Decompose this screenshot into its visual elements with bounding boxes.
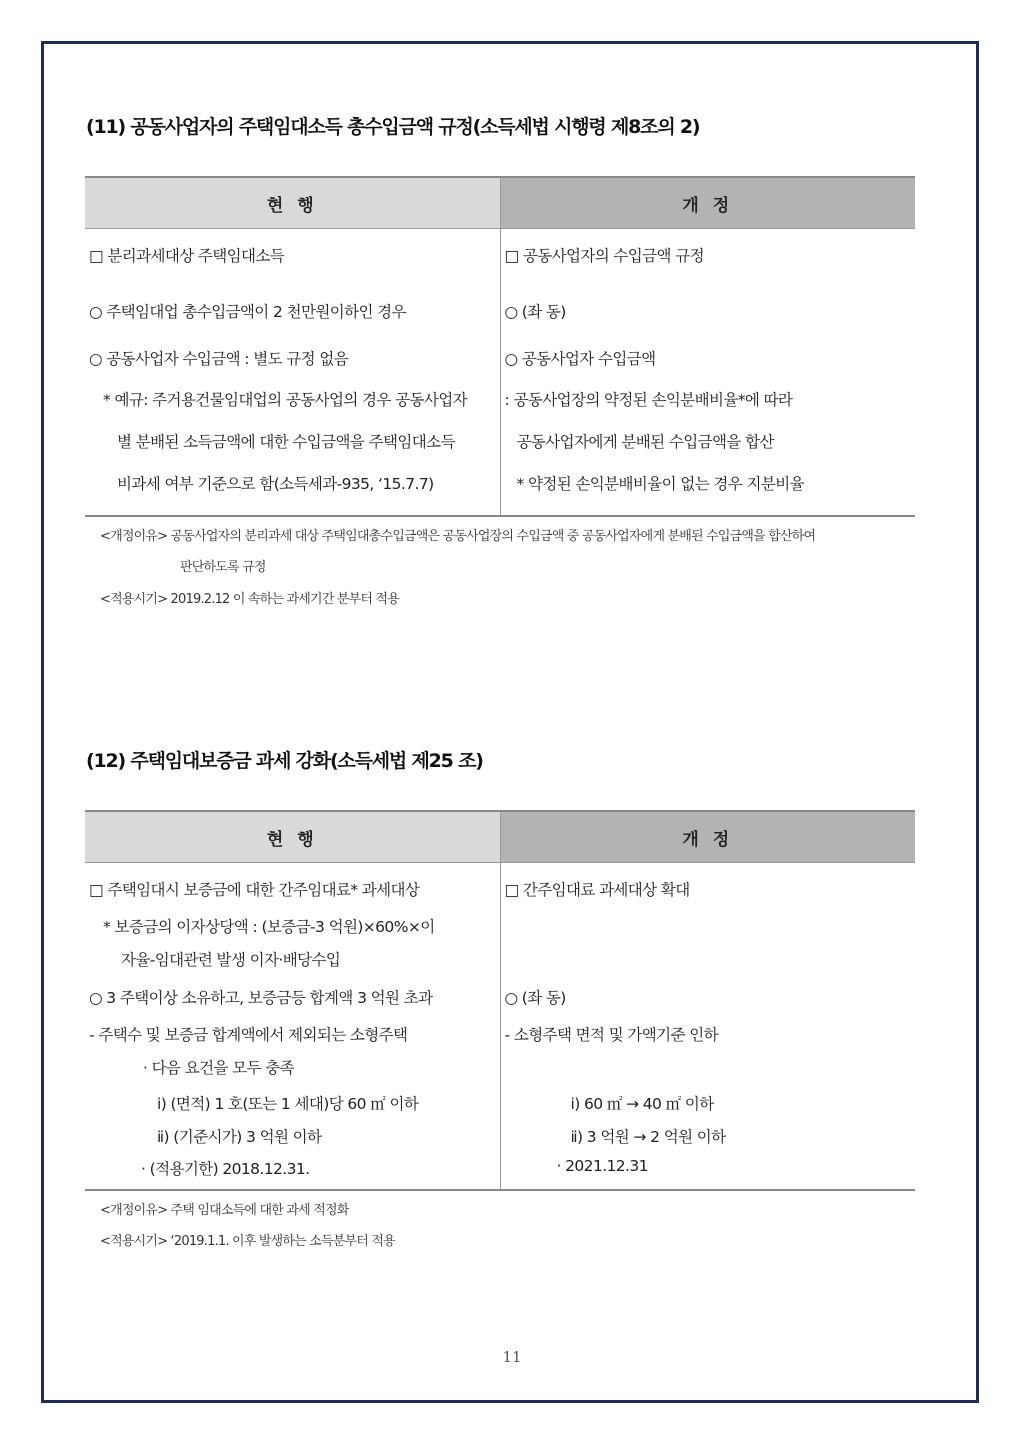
revision-reason: <개정이유> 공동사업자의 분리과세 대상 주택임대총수입금액은 공동사업장의 수입금액 중 공동사업자에게 분배된 수입금액을 합산하여 xyxy=(100,529,816,544)
section-12-title: (12) 주택임대보증금 과세 강화(소득세법 제25 조) xyxy=(86,750,483,772)
current-line: □ 분리과세대상 주택임대소득 xyxy=(89,247,285,265)
current-line: ○ 3 주택이상 소유하고, 보증금등 합계액 3 억원 초과 xyxy=(89,989,433,1007)
new-line: 공동사업자에게 분배된 수입금액을 합산 xyxy=(516,433,774,451)
new-line: ○ 공동사업자 수입금액 xyxy=(504,350,656,368)
current-line: · (적용기한) 2018.12.31. xyxy=(141,1160,310,1178)
new-line: · 2021.12.31 xyxy=(556,1157,648,1175)
header-new: 개 정 xyxy=(500,811,915,863)
section-12-comparison-table xyxy=(85,810,915,1191)
current-line: ○ 주택임대업 총수입금액이 2 천만원이하인 경우 xyxy=(89,303,406,321)
current-cell xyxy=(85,229,500,517)
current-cell xyxy=(85,863,500,1191)
current-line: 자율-임대관련 발생 이자·배당수입 xyxy=(121,951,341,969)
new-line: □ 간주임대료 과세대상 확대 xyxy=(504,881,690,899)
new-line: ⅰ) 60 ㎡ → 40 ㎡ 이하 xyxy=(570,1095,714,1113)
current-line: □ 주택임대시 보증금에 대한 간주임대료* 과세대상 xyxy=(89,881,420,899)
new-line: * 약정된 손익분배비율이 없는 경우 지분비율 xyxy=(516,475,805,493)
new-cell xyxy=(500,863,915,1191)
new-line: ○ (좌 동) xyxy=(504,303,566,321)
current-line: ⅰ) (면적) 1 호(또는 1 세대)당 60 ㎡ 이하 xyxy=(157,1095,419,1113)
effective-date: <적용시기> 2019.2.12 이 속하는 과세기간 분부터 적용 xyxy=(100,592,400,607)
section-11-comparison-table xyxy=(85,176,915,517)
new-line: ⅱ) 3 억원 → 2 억원 이하 xyxy=(570,1128,726,1146)
current-line: ⅱ) (기준시가) 3 억원 이하 xyxy=(157,1128,322,1146)
current-line: ○ 공동사업자 수입금액 : 별도 규정 없음 xyxy=(89,350,349,368)
new-line: ○ (좌 동) xyxy=(504,989,566,1007)
current-line: 별 분배된 소득금액에 대한 수입금액을 주택임대소득 xyxy=(117,433,455,451)
current-line: - 주택수 및 보증금 합계액에서 제외되는 소형주택 xyxy=(89,1026,408,1044)
section-11-title: (11) 공동사업자의 주택임대소득 총수입금액 규정(소득세법 시행령 제8조의 2) xyxy=(86,116,700,138)
new-cell xyxy=(500,229,915,517)
current-line: 비과세 여부 기준으로 함(소득세과-935, ‘15.7.7) xyxy=(117,475,434,493)
header-current: 현 행 xyxy=(85,811,500,863)
revision-reason-cont: 판단하도록 규정 xyxy=(180,560,266,575)
new-line: - 소형주택 면적 및 가액기준 인하 xyxy=(504,1026,718,1044)
header-new: 개 정 xyxy=(500,177,915,229)
current-line: * 예규: 주거용건물임대업의 공동사업의 경우 공동사업자 xyxy=(103,391,467,409)
current-line: * 보증금의 이자상당액 : (보증금-3 억원)×60%×이 xyxy=(103,918,435,936)
header-current: 현 행 xyxy=(85,177,500,229)
revision-reason: <개정이유> 주택 임대소득에 대한 과세 적정화 xyxy=(100,1203,349,1218)
current-line: · 다음 요건을 모두 충족 xyxy=(143,1059,294,1077)
page-number: 11 xyxy=(502,1348,522,1366)
effective-date: <적용시기> ‘2019.1.1. 이후 발생하는 소득분부터 적용 xyxy=(100,1234,395,1249)
new-line: : 공동사업장의 약정된 손익분배비율*에 따라 xyxy=(504,391,793,409)
new-line: □ 공동사업자의 수입금액 규정 xyxy=(504,247,705,265)
